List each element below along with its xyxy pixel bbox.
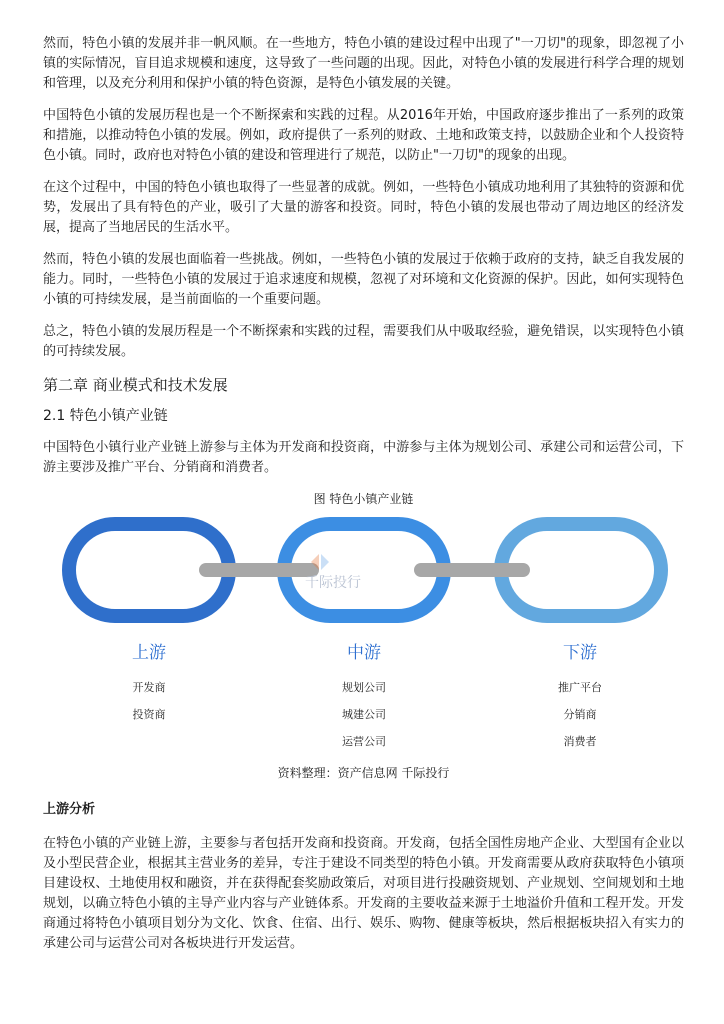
paragraph: 中国特色小镇的发展历程也是一个不断探索和实践的过程。从2016年开始，中国政府逐步推出了一系列的政策和措施，以推动特色小镇的发展。例如，政府提供了一系列的财政、土地和政策支持，以鼓励企业和个人投资特色小镇。同时，政府也对特色小镇的建设和管理进行了规范，以防止"一刀切"的现象的出现。: [43, 108, 684, 163]
chapter-title: 第二章 商业模式和技术发展: [43, 376, 228, 394]
column-downstream: [480, 642, 680, 755]
column-midstream: [264, 642, 464, 755]
upstream-paragraph: 在特色小镇的产业链上游，主要参与者包括开发商和投资商。开发商，包括全国性房地产企业、大型国有企业以及小型民营企业，根据其主营业务的差异，专注于建设不同类型的特色小镇。开发商需要从政府获取特色小镇项目建设权、土地使用权和融资，并在获得配套奖励政策后，对项目进行投融资规划、产业规划、空间规划和土地规划，以确立特色小镇的主导产业内容与产业链体系。开发商的主要收益来源于土地溢价升值和工程开发。开发商通过将特色小镇项目划分为文化、饮食、住宿、出行、娱乐、购物、健康等板块，然后根据板块招入有实力的承建公司与运营公司对各板块进行开发运营。: [43, 836, 684, 951]
section-intro: 中国特色小镇行业产业链上游参与主体为开发商和投资商，中游参与主体为规划公司、承建公司和运营公司，下游主要涉及推广平台、分销商和消费者。: [43, 440, 684, 475]
paragraph: 总之，特色小镇的发展历程是一个不断探索和实践的过程，需要我们从中吸取经验，避免错误，以实现特色小镇的可持续发展。: [43, 324, 684, 359]
industry-chain-figure: [43, 516, 684, 786]
chain-bar-right: [414, 563, 530, 577]
column-title: 下游: [563, 643, 597, 663]
column-item: 开发商: [132, 681, 166, 694]
paragraph: 然而，特色小镇的发展并非一帆风顺。在一些地方，特色小镇的建设过程中出现了"一刀切"的现象，即忽视了小镇的实际情况，盲目追求规模和速度，这导致了一些问题的出现。因此，对特色小镇的发展进行科学合理的规划和管理，以及充分利用和保护小镇的特色资源，是特色小镇发展的关键。: [43, 36, 684, 91]
chain-graphic: [43, 516, 684, 626]
column-item: 规划公司: [342, 681, 386, 694]
figure-source: 资料整理：资产信息网 千际投行: [277, 766, 450, 780]
paragraph: 在这个过程中，中国的特色小镇也取得了一些显著的成就。例如，一些特色小镇成功地利用了其独特的资源和优势，发展出了具有特色的产业，吸引了大量的游客和投资。同时，特色小镇的发展也带动了周边地区的经济发展，提高了当地居民的生活水平。: [43, 180, 684, 235]
watermark-text: 千际投行: [305, 575, 361, 591]
column-item: 城建公司: [342, 708, 386, 721]
upstream-heading: 上游分析: [43, 802, 96, 817]
column-upstream: [49, 642, 249, 728]
column-item: 投资商: [132, 708, 166, 721]
column-title: 上游: [132, 643, 166, 663]
chain-bar-left: [199, 563, 319, 577]
column-item: 分销商: [563, 708, 597, 721]
section-title: 2.1 特色小镇产业链: [43, 408, 168, 424]
document-page: [43, 34, 684, 966]
column-item: 消费者: [563, 735, 597, 748]
paragraph: 然而，特色小镇的发展也面临着一些挑战。例如，一些特色小镇的发展过于依赖于政府的支持，缺乏自我发展的能力。同时，一些特色小镇的发展过于追求速度和规模，忽视了对环境和文化资源的保护。因此，如何实现特色小镇的可持续发展，是当前面临的一个重要问题。: [43, 252, 684, 307]
column-item: 推广平台: [558, 681, 602, 694]
column-item: 运营公司: [342, 735, 386, 748]
column-title: 中游: [347, 643, 381, 663]
figure-caption: 图 特色小镇产业链: [313, 492, 414, 506]
